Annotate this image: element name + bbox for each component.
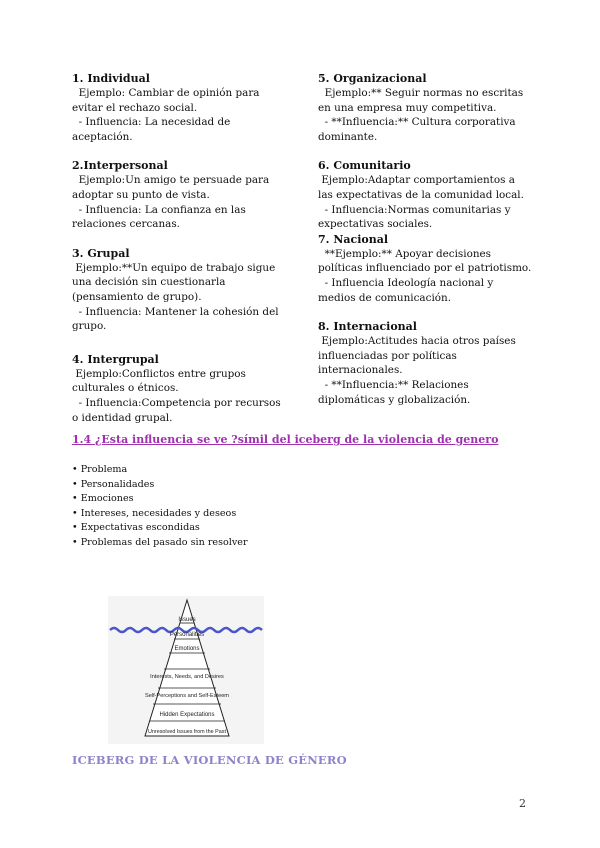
section-example: Ejemplo:**Un equipo de trabajo sigue una decisión sin cuestionarla (pensamiento de grupo). — [72, 261, 279, 303]
section-influence: - **Influencia:** Cultura corporativa dominante. — [318, 116, 519, 143]
iceberg-caption: ICEBERG DE LA VIOLENCIA DE GÉNERO — [72, 753, 347, 767]
section-grupal — [72, 246, 287, 334]
iceberg-diagram — [108, 596, 264, 744]
list-item: • Problema — [72, 463, 248, 478]
section-title: 7. Nacional — [318, 232, 389, 246]
section-title: 1. Individual — [72, 72, 150, 85]
section-title: 4. Intergrupal — [72, 352, 159, 366]
iceberg-layer-label: Hidden Expectations — [159, 712, 215, 718]
section-influence: - Influencia:Normas comunitarias y expectativas sociales. — [318, 203, 514, 231]
section-influence: - **Influencia:** Relaciones diplomáticas y globalización. — [318, 378, 472, 406]
iceberg-layer-label: Unresolved Issues from the Past — [148, 729, 226, 735]
section-title: 8. Internacional — [318, 320, 417, 334]
section-example: Ejemplo:** Seguir normas no escritas en una empresa muy competitiva. — [318, 87, 527, 114]
section-nacional — [318, 232, 533, 305]
iceberg-layer-label: Self-Perceptions and Self-Esteem — [145, 693, 229, 699]
section-example: Ejemplo:Actitudes hacia otros países influenciadas por políticas internacionales. — [318, 335, 520, 377]
section-organizacional — [318, 71, 533, 144]
left-column — [72, 71, 287, 439]
section-title: 2.Interpersonal — [72, 159, 168, 173]
section-example: Ejemplo:Adaptar comportamientos a las expectativas de la comunidad local. — [318, 174, 524, 201]
section-influence: - Influencia: La necesidad de aceptación. — [72, 116, 234, 143]
list-item: • Emociones — [72, 492, 248, 507]
section-title: 3. Grupal — [72, 246, 130, 260]
section-internacional — [318, 319, 533, 407]
list-item: • Intereses, necesidades y deseos — [72, 507, 248, 522]
section-interpersonal — [72, 158, 287, 231]
section-influence: - Influencia: La confianza en las relaciones cercanas. — [72, 203, 250, 231]
section-title: 5. Organizacional — [318, 72, 427, 85]
page-number: 2 — [519, 797, 526, 810]
iceberg-bullet-list — [72, 463, 248, 551]
list-item: • Personalidades — [72, 478, 248, 493]
section-heading-link[interactable]: 1.4 ¿Esta influencia se ve ?símil del iceberg de la violencia de genero — [72, 433, 499, 446]
section-influence: - Influencia Ideología nacional y medios de comunicación. — [318, 276, 497, 304]
iceberg-svg — [108, 596, 264, 744]
section-influence: - Influencia:Competencia por recursos o identidad grupal. — [72, 396, 285, 424]
section-example: **Ejemplo:** Apoyar decisiones políticas influenciado por el patriotismo. — [318, 247, 532, 275]
section-title: 6. Comunitario — [318, 159, 411, 173]
iceberg-layer-label: Personalities — [169, 632, 205, 638]
section-example: Ejemplo:Un amigo te persuade para adoptar su punto de vista. — [72, 174, 273, 201]
section-influence: - Influencia: Mantener la cohesión del grupo. — [72, 305, 282, 333]
iceberg-layer-label: Emotions — [174, 646, 200, 652]
section-intergrupal — [72, 352, 287, 425]
iceberg-layer-label: Issues — [178, 617, 196, 623]
right-column — [318, 71, 533, 421]
section-example: Ejemplo: Cambiar de opinión para evitar el rechazo social. — [72, 87, 263, 114]
iceberg-layer-label: Interests, Needs, and Desires — [150, 674, 224, 680]
list-item: • Problemas del pasado sin resolver — [72, 536, 248, 551]
list-item: • Expectativas escondidas — [72, 521, 248, 536]
section-comunitario — [318, 158, 533, 231]
section-individual — [72, 71, 287, 144]
section-example: Ejemplo:Conflictos entre grupos culturales o étnicos. — [72, 367, 250, 395]
